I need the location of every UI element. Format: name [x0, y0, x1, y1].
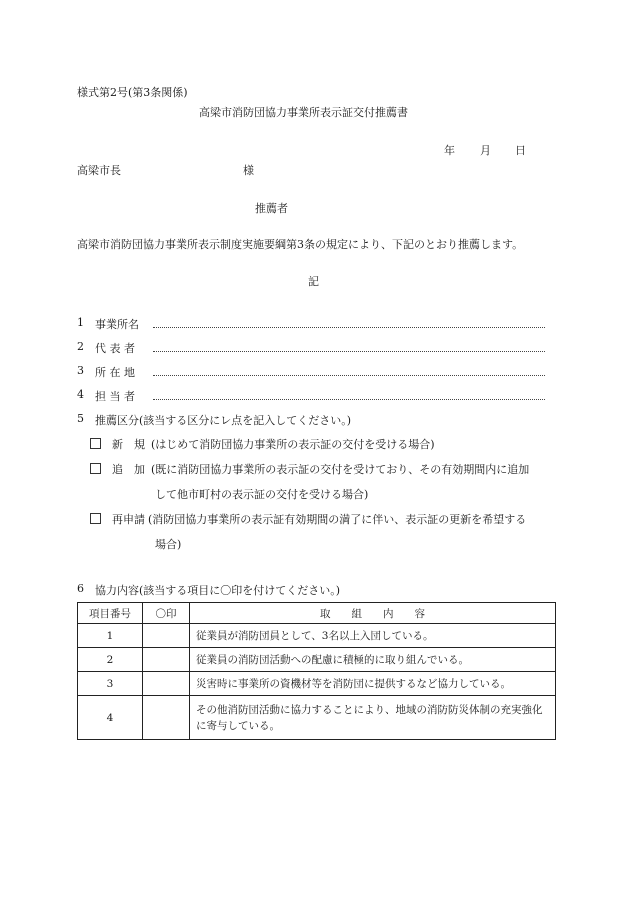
- addressee-name: 高梁市長: [77, 164, 121, 177]
- table-row: [78, 648, 556, 672]
- intro-text: 高梁市消防団協力事業所表示制度実施要綱第3条の規定により、下記のとおり推薦します。: [77, 238, 524, 251]
- field-4-line[interactable]: [153, 399, 545, 400]
- row-3-mark[interactable]: [143, 672, 190, 696]
- option-reapply-checkbox[interactable]: [90, 513, 101, 526]
- row-1-content: 従業員が消防団員として、3名以上入団している。: [190, 624, 556, 648]
- row-4-content: その他消防団活動に協力することにより、地域の消防防災体制の充実強化に寄与している。: [190, 696, 556, 740]
- row-2-mark[interactable]: [143, 648, 190, 672]
- section6-num: 6: [77, 582, 84, 595]
- option-reapply-desc-line1: (消防団協力事業所の表示証有効期間の満了に伴い、表示証の更新を希望する: [148, 513, 527, 526]
- field-2-num: 2: [77, 340, 84, 353]
- header-item-number: 項目番号: [78, 603, 143, 624]
- row-2-num: 2: [78, 648, 143, 672]
- date-day: 日: [515, 144, 526, 157]
- field-3-num: 3: [77, 364, 84, 377]
- recommender-label: 推薦者: [255, 202, 288, 215]
- header-mark: 〇印: [143, 603, 190, 624]
- row-4-mark[interactable]: [143, 696, 190, 740]
- section5-num: 5: [77, 412, 84, 425]
- option-add-name: 追 加: [112, 463, 145, 476]
- field-1-num: 1: [77, 316, 84, 329]
- row-2-content: 従業員の消防団活動への配慮に積極的に取り組んでいる。: [190, 648, 556, 672]
- form-label: 様式第2号(第3条関係): [77, 86, 188, 99]
- row-4-num: 4: [78, 696, 143, 740]
- option-add-desc-line1: (既に消防団協力事業所の表示証の交付を受けており、その有効期間内に追加: [151, 463, 530, 476]
- section5-label: 推薦区分(該当する区分にレ点を記入してください。): [95, 414, 352, 427]
- option-add-desc-line2: して他市町村の表示証の交付を受ける場合): [155, 488, 369, 501]
- field-3-line[interactable]: [153, 375, 545, 376]
- option-reapply-desc-line2: 場合): [155, 538, 182, 551]
- table-row: [78, 696, 556, 740]
- row-3-content: 災害時に事業所の資機材等を消防団に提供するなど協力している。: [190, 672, 556, 696]
- option-reapply-name: 再申請: [112, 513, 145, 526]
- addressee-honorific: 様: [243, 164, 254, 177]
- date-year: 年: [444, 144, 455, 157]
- option-new-name: 新 規: [112, 438, 145, 451]
- date-month: 月: [480, 144, 491, 157]
- field-2-label: 代 表 者: [95, 342, 135, 355]
- header-content: 取 組 内 容: [190, 603, 556, 624]
- field-4-num: 4: [77, 388, 84, 401]
- table-row: [78, 672, 556, 696]
- field-1-label: 事業所名: [95, 318, 139, 331]
- field-4-label: 担 当 者: [95, 390, 135, 403]
- option-new-desc: (はじめて消防団協力事業所の表示証の交付を受ける場合): [151, 438, 435, 451]
- option-new-checkbox[interactable]: [90, 438, 101, 451]
- section6-label: 協力内容(該当する項目に〇印を付けてください。): [95, 584, 341, 597]
- field-1-line[interactable]: [153, 327, 545, 328]
- row-1-num: 1: [78, 624, 143, 648]
- table-row: [78, 624, 556, 648]
- row-3-num: 3: [78, 672, 143, 696]
- document-title: 高梁市消防団協力事業所表示証交付推薦書: [199, 106, 408, 119]
- table-header-row: [78, 603, 556, 624]
- row-1-mark[interactable]: [143, 624, 190, 648]
- field-2-line[interactable]: [153, 351, 545, 352]
- ki-heading: 記: [308, 275, 319, 288]
- cooperation-table: [77, 602, 556, 740]
- field-3-label: 所 在 地: [95, 366, 135, 379]
- option-add-checkbox[interactable]: [90, 463, 101, 476]
